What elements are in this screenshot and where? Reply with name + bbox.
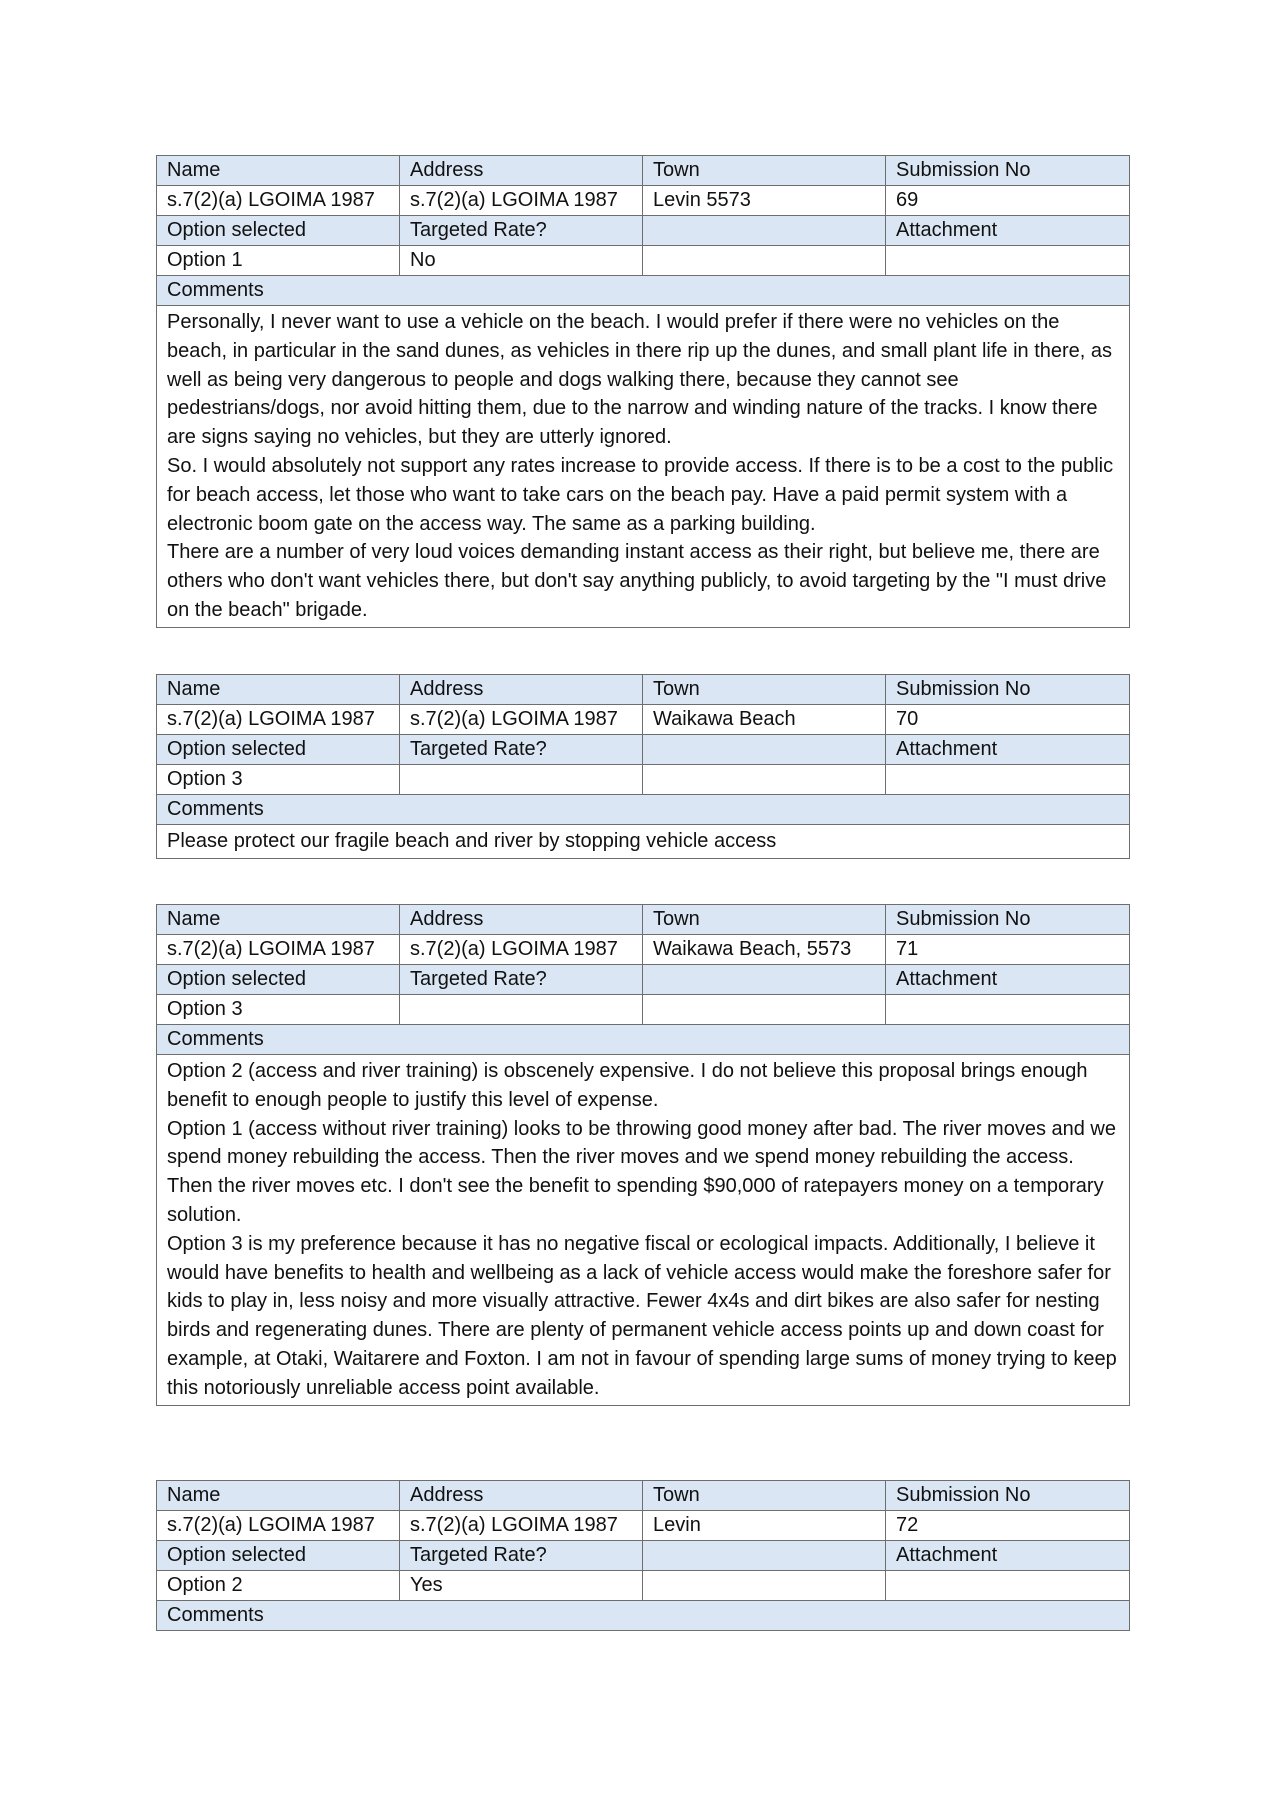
attachment-label: Attachment: [886, 965, 1130, 995]
comment-paragraph: Option 2 (access and river training) is obscenely expensive. I do not believe this proposal brings enough benefit to enough people to justify this level of expense.: [167, 1060, 1088, 1111]
targeted-rate-value: No: [400, 246, 643, 276]
comments-label: Comments: [157, 276, 1130, 306]
option-value: Option 3: [157, 765, 400, 795]
submission-no-value: 70: [886, 705, 1130, 735]
option-selected-label: Option selected: [157, 965, 400, 995]
header-row: [157, 156, 1130, 186]
option-header-row: [157, 1541, 1130, 1571]
targeted-rate-value: Yes: [400, 1571, 643, 1601]
town-value: Levin 5573: [643, 186, 886, 216]
town-label: Town: [643, 156, 886, 186]
option-header-row: [157, 965, 1130, 995]
submission-table: [156, 674, 1130, 859]
name-value: s.7(2)(a) LGOIMA 1987: [157, 935, 400, 965]
empty-cell: [643, 765, 886, 795]
name-label: Name: [157, 1481, 400, 1511]
targeted-rate-value: [400, 765, 643, 795]
attachment-label: Attachment: [886, 735, 1130, 765]
address-value: s.7(2)(a) LGOIMA 1987: [400, 186, 643, 216]
comments-row: [157, 306, 1130, 628]
comments-header-row: [157, 276, 1130, 306]
address-value: s.7(2)(a) LGOIMA 1987: [400, 705, 643, 735]
address-label: Address: [400, 675, 643, 705]
targeted-rate-label: Targeted Rate?: [400, 1541, 643, 1571]
address-label: Address: [400, 1481, 643, 1511]
attachment-value: [886, 765, 1130, 795]
name-label: Name: [157, 675, 400, 705]
empty-cell: [643, 216, 886, 246]
comments-header-row: [157, 1601, 1130, 1631]
submission-no-label: Submission No: [886, 675, 1130, 705]
comments-label: Comments: [157, 795, 1130, 825]
empty-cell: [643, 995, 886, 1025]
attachment-value: [886, 246, 1130, 276]
town-value: Waikawa Beach, 5573: [643, 935, 886, 965]
submission-no-label: Submission No: [886, 156, 1130, 186]
comments-row: [157, 1055, 1130, 1406]
targeted-rate-value: [400, 995, 643, 1025]
comments-header-row: [157, 1025, 1130, 1055]
name-value: s.7(2)(a) LGOIMA 1987: [157, 705, 400, 735]
option-value: Option 1: [157, 246, 400, 276]
details-row: [157, 705, 1130, 735]
details-row: [157, 935, 1130, 965]
targeted-rate-label: Targeted Rate?: [400, 735, 643, 765]
empty-cell: [643, 246, 886, 276]
comment-paragraph: So. I would absolutely not support any rates increase to provide access. If there is to be a cost to the public for beach access, let those who want to take cars on the beach pay. Have a paid permit system with a electronic boom gate on the access way. The same as a parking building.: [167, 454, 1114, 535]
details-row: [157, 1511, 1130, 1541]
option-row: [157, 1571, 1130, 1601]
submission-no-value: 72: [886, 1511, 1130, 1541]
name-label: Name: [157, 156, 400, 186]
attachment-label: Attachment: [886, 216, 1130, 246]
address-label: Address: [400, 905, 643, 935]
town-value: Waikawa Beach: [643, 705, 886, 735]
address-value: s.7(2)(a) LGOIMA 1987: [400, 1511, 643, 1541]
empty-cell: [643, 1571, 886, 1601]
attachment-value: [886, 995, 1130, 1025]
submission-table: [156, 155, 1130, 628]
attachment-value: [886, 1571, 1130, 1601]
submission-table: [156, 904, 1130, 1406]
option-selected-label: Option selected: [157, 216, 400, 246]
option-row: [157, 246, 1130, 276]
comment-paragraph: Please protect our fragile beach and river by stopping vehicle access: [167, 830, 777, 852]
comment-paragraph: There are a number of very loud voices demanding instant access as their right, but believe me, there are others who don't want vehicles there, but don't say anything publicly, to avoid targeting by the "I must drive on the beach" brigade.: [167, 541, 1107, 621]
empty-cell: [643, 965, 886, 995]
option-value: Option 2: [157, 1571, 400, 1601]
empty-cell: [643, 735, 886, 765]
comment-paragraph: Option 1 (access without river training) looks to be throwing good money after bad. The river moves and we spend money rebuilding the access. Then the river moves and we spend money rebuilding the access. Then the river moves etc. I don't see the benefit to spending $90,000 of ratepayers money on a temporary solution.: [167, 1117, 1116, 1226]
submission-no-value: 69: [886, 186, 1130, 216]
comments-text: [157, 306, 1130, 628]
town-label: Town: [643, 1481, 886, 1511]
town-label: Town: [643, 905, 886, 935]
name-label: Name: [157, 905, 400, 935]
comments-label: Comments: [157, 1025, 1130, 1055]
submission-no-label: Submission No: [886, 905, 1130, 935]
address-value: s.7(2)(a) LGOIMA 1987: [400, 935, 643, 965]
option-row: [157, 765, 1130, 795]
comment-paragraph: Personally, I never want to use a vehicle on the beach. I would prefer if there were no vehicles on the beach, in particular in the sand dunes, as vehicles in there rip up the dunes, and small plant life in there, as well as being very dangerous to people and dogs walking there, because they cannot see pedestrians/dogs, nor avoid hitting them, due to the narrow and winding nature of the tracks. I know there are signs saying no vehicles, but they are utterly ignored.: [167, 311, 1113, 449]
attachment-label: Attachment: [886, 1541, 1130, 1571]
option-header-row: [157, 216, 1130, 246]
header-row: [157, 1481, 1130, 1511]
option-selected-label: Option selected: [157, 1541, 400, 1571]
comment-paragraph: Option 3 is my preference because it has no negative fiscal or ecological impacts. Additionally, I believe it would have benefits to health and wellbeing as a lack of vehicle access would make the foreshore safer for kids to play in, less noisy and more visually attractive. Fewer 4x4s and dirt bikes are also safer for nesting birds and regenerating dunes. There are plenty of permanent vehicle access points up and down coast for example, at Otaki, Waitarere and Foxton. I am not in favour of spending large sums of money trying to keep this notoriously unreliable access point available.: [167, 1232, 1117, 1399]
name-value: s.7(2)(a) LGOIMA 1987: [157, 186, 400, 216]
comments-text: [157, 1055, 1130, 1406]
option-value: Option 3: [157, 995, 400, 1025]
submission-no-label: Submission No: [886, 1481, 1130, 1511]
comments-label: Comments: [157, 1601, 1130, 1631]
name-value: s.7(2)(a) LGOIMA 1987: [157, 1511, 400, 1541]
empty-cell: [643, 1541, 886, 1571]
option-row: [157, 995, 1130, 1025]
targeted-rate-label: Targeted Rate?: [400, 965, 643, 995]
submission-no-value: 71: [886, 935, 1130, 965]
details-row: [157, 186, 1130, 216]
address-label: Address: [400, 156, 643, 186]
comments-row: [157, 825, 1130, 859]
header-row: [157, 905, 1130, 935]
targeted-rate-label: Targeted Rate?: [400, 216, 643, 246]
header-row: [157, 675, 1130, 705]
town-value: Levin: [643, 1511, 886, 1541]
option-header-row: [157, 735, 1130, 765]
comments-text: [157, 825, 1130, 859]
option-selected-label: Option selected: [157, 735, 400, 765]
town-label: Town: [643, 675, 886, 705]
submission-table: [156, 1480, 1130, 1631]
comments-header-row: [157, 795, 1130, 825]
